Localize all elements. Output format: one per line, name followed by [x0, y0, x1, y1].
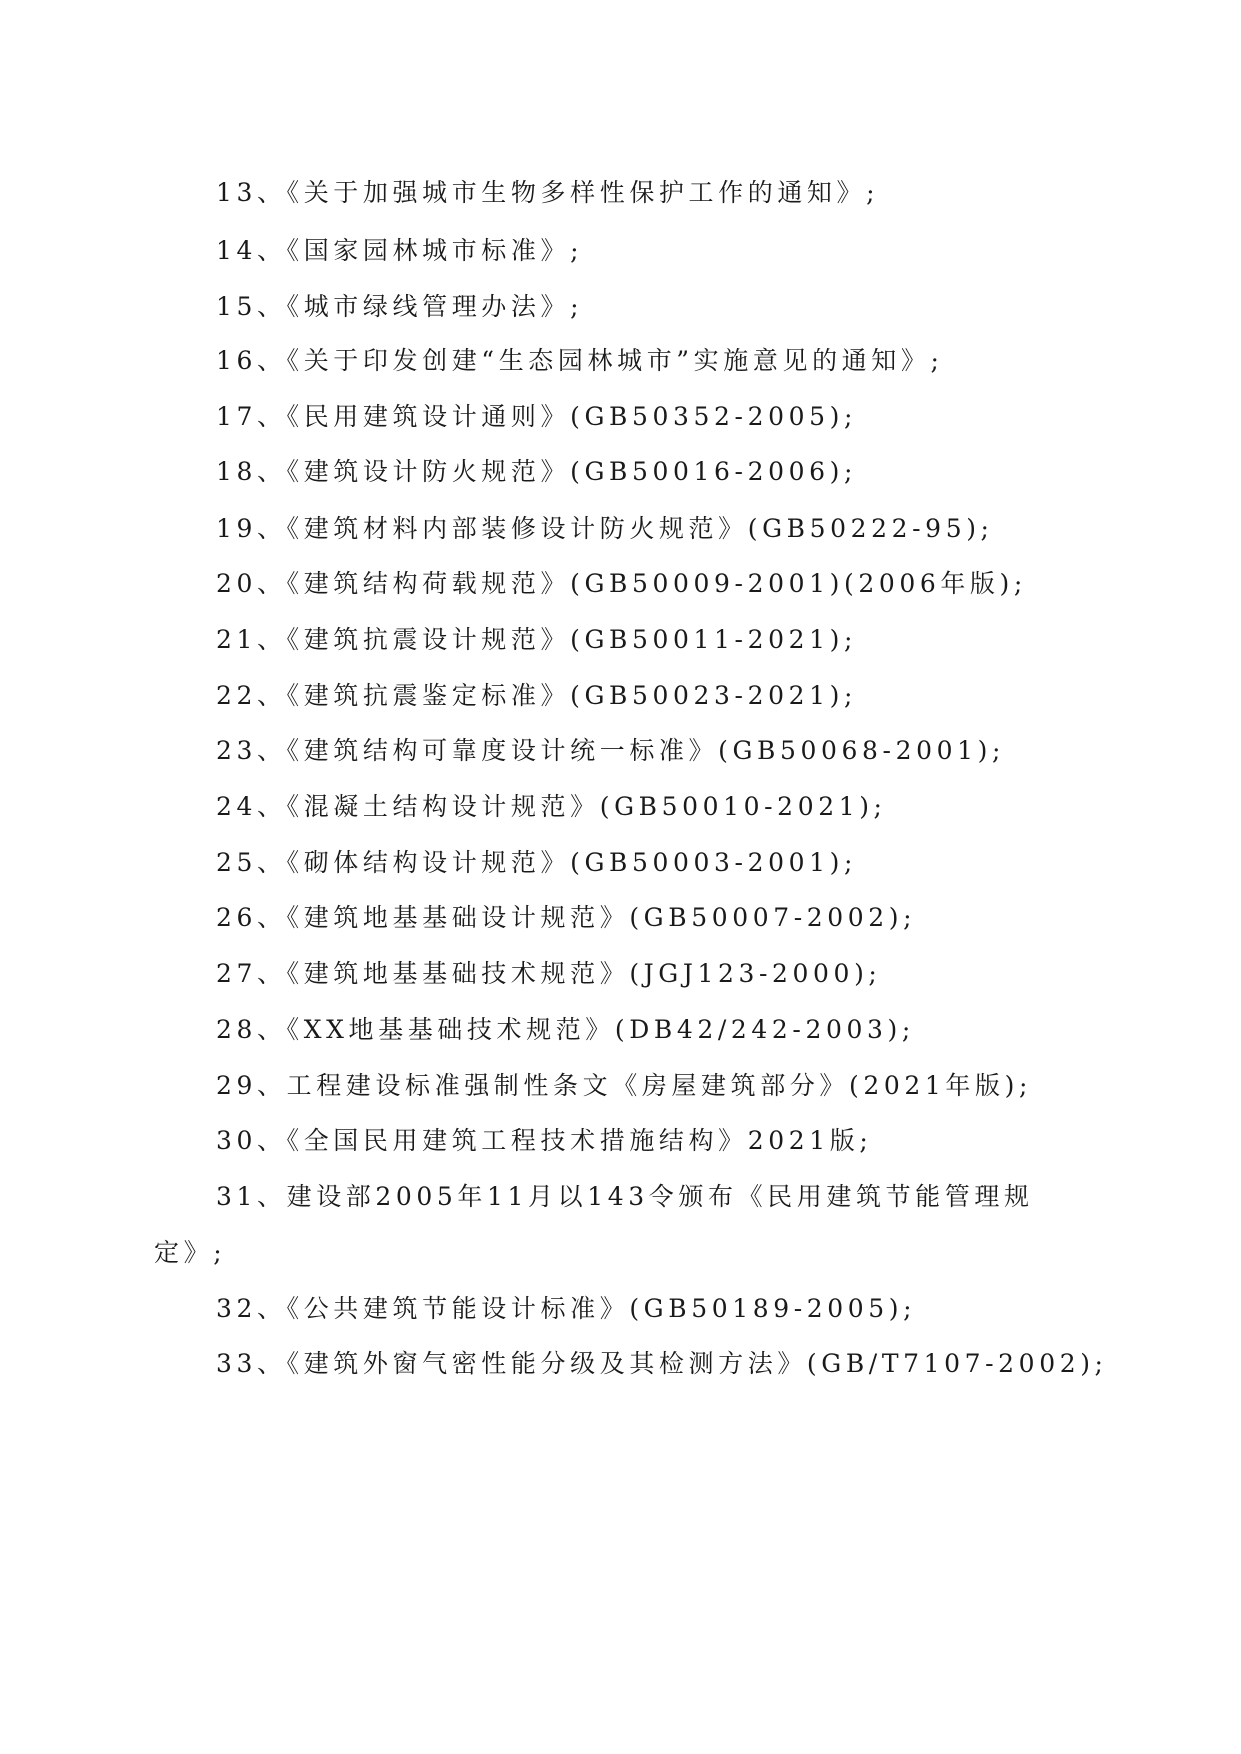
list-item: 14、《国家园林城市标准》; [216, 236, 584, 265]
list-item: 27、《建筑地基基础技术规范》(JGJ123-2000); [216, 959, 882, 988]
list-item-continuation: 定》; [154, 1238, 227, 1267]
list-item: 16、《关于印发创建“生态园林城市”实施意见的通知》; [216, 346, 944, 375]
list-item: 23、《建筑结构可靠度设计统一标准》(GB50068-2001); [216, 736, 1005, 765]
list-item: 24、《混凝土结构设计规范》(GB50010-2021); [216, 792, 887, 821]
list-item: 22、《建筑抗震鉴定标准》(GB50023-2021); [216, 681, 857, 710]
list-item: 32、《公共建筑节能设计标准》(GB50189-2005); [216, 1294, 917, 1323]
list-item: 19、《建筑材料内部装修设计防火规范》(GB50222-95); [216, 514, 994, 543]
list-item: 28、《XX地基基础技术规范》(DB42/242-2003); [216, 1015, 915, 1044]
list-item: 25、《砌体结构设计规范》(GB50003-2001); [216, 848, 857, 877]
list-item: 15、《城市绿线管理办法》; [216, 292, 584, 321]
list-item: 17、《民用建筑设计通则》(GB50352-2005); [216, 402, 857, 431]
list-item: 29、工程建设标准强制性条文《房屋建筑部分》(2021年版); [216, 1071, 1032, 1100]
list-item: 21、《建筑抗震设计规范》(GB50011-2021); [216, 625, 857, 654]
list-item: 26、《建筑地基基础设计规范》(GB50007-2002); [216, 903, 917, 932]
list-item: 20、《建筑结构荷载规范》(GB50009-2001)(2006年版); [216, 569, 1027, 598]
list-item: 33、《建筑外窗气密性能分级及其检测方法》(GB/T7107-2002); [216, 1349, 1108, 1378]
list-item: 13、《关于加强城市生物多样性保护工作的通知》; [216, 178, 880, 207]
list-item: 18、《建筑设计防火规范》(GB50016-2006); [216, 457, 857, 486]
list-item: 30、《全国民用建筑工程技术措施结构》2021版; [216, 1126, 873, 1155]
list-item: 31、建设部2005年11月以143令颁布《民用建筑节能管理规 [216, 1182, 1034, 1211]
